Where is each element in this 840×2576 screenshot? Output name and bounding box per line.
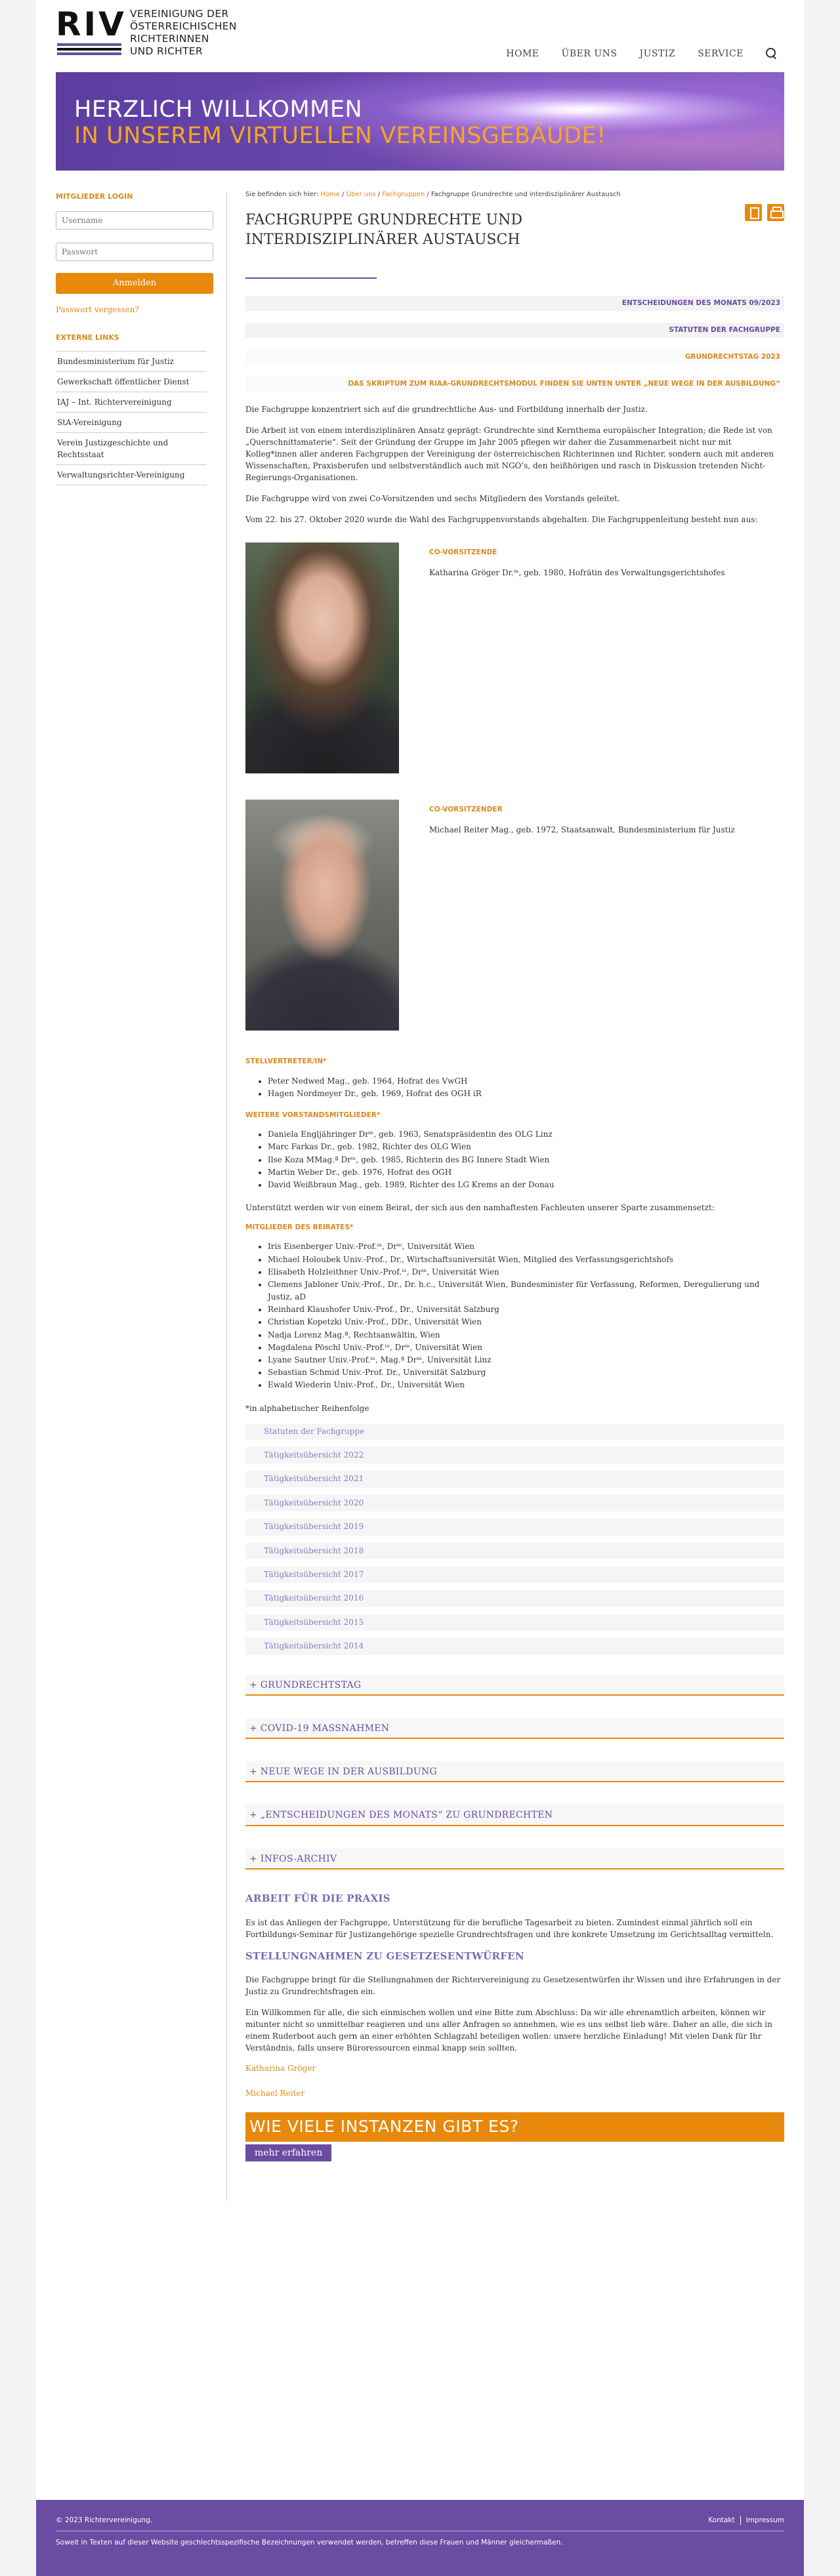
breadcrumb-groups[interactable]: Fachgruppen (382, 191, 425, 198)
logo-line: ÖSTERREICHISCHEN (130, 20, 237, 32)
footer-separator (740, 2516, 741, 2525)
login-heading: MITGLIEDER LOGIN (56, 192, 133, 201)
document-link[interactable]: Tätigkeitsübersicht 2014 (245, 1638, 784, 1654)
list-item: • Nadja Lorenz Mag.ª, Rechtsanwältin, Wien (268, 1329, 784, 1341)
document-link[interactable]: Tätigkeitsübersicht 2022 (245, 1447, 784, 1463)
header (36, 0, 804, 72)
page (36, 0, 804, 2576)
welcome-banner (56, 72, 784, 171)
external-link-admin-judges[interactable]: Verwaltungsrichter-Vereinigung (56, 465, 207, 485)
copyright: © 2023 Richtervereinigung. (56, 2516, 153, 2524)
page-tools (745, 204, 784, 221)
intro-paragraph: Die Fachgruppe wird von zwei Co-Vorsitzenden und sechs Mitgliedern des Vorstands geleitet. (245, 494, 620, 504)
list-item: • Magdalena Pöschl Univ.-Prof.ⁱⁿ, Drⁱⁿ, Universität Wien (268, 1341, 784, 1354)
list-item: • Peter Nedwed Mag., geb. 1964, Hofrat des VwGH (268, 1075, 784, 1088)
person-info (429, 800, 735, 1031)
main-nav (506, 47, 778, 60)
statements-text: Die Fachgruppe bringt für die Stellungnahmen der Richtervereinigung zu Gesetzesentwürfen ihr Wissen und ihre Erfahrungen in der Justiz zu Grundrechtsfragen ein. (245, 1975, 781, 1997)
statements-heading: STELLUNGNAHMEN ZU GESETZESENTWÜRFEN (245, 1950, 524, 1962)
deputies-list (245, 1075, 784, 1100)
accordion-covid[interactable]: + COVID-19 MASSNAHMEN (245, 1718, 784, 1739)
accordion-decisions[interactable]: + „ENTSCHEIDUNGEN DES MONATS“ ZU GRUNDRECHTEN (245, 1805, 784, 1826)
accordion-rights-day[interactable]: + GRUNDRECHTSTAG (245, 1675, 784, 1696)
footer-links (708, 2516, 784, 2525)
list-item: • Reinhard Klaushofer Univ.-Prof., Dr., Universität Salzburg (268, 1303, 784, 1316)
logo-mark-text: RIV (56, 5, 127, 43)
person-role: CO-VORSITZENDER (429, 806, 503, 814)
deputies-heading: STELLVERTRETER/IN* (245, 1057, 327, 1066)
page-title: FACHGRUPPE GRUNDRECHTE UND INTERDISZIPLINÄRER AUSTAUSCH (245, 211, 522, 248)
intro-paragraph: Vom 22. bis 27. Oktober 2020 wurde die Wahl des Fachgruppenvorstands abgehalten. Die Fachgruppenleitung besteht nun aus: (245, 515, 758, 525)
title-row (245, 211, 784, 250)
breadcrumb-current: Fachgruppe Grundrechte und interdisziplinärer Austausch (430, 191, 621, 198)
breadcrumb: Sie befinden sich hier: Home / Über uns / Fachgruppen / Fachgruppe Grundrechte und interdisziplinärer Austausch (245, 191, 621, 198)
forgot-password-link[interactable]: Passwort vergessen? (56, 304, 139, 314)
list-item: • Marc Farkas Dr., geb. 1982, Richter des OLG Wien (268, 1141, 784, 1153)
footer (36, 2500, 804, 2576)
list-item: • Lyane Sautner Univ.-Prof.ⁱⁿ, Mag.ª Drⁱⁿ, Universität Linz (268, 1354, 784, 1366)
breadcrumb-prefix: Sie befinden sich hier: (245, 191, 319, 198)
document-list (245, 1423, 784, 1655)
practice-text: Es ist das Anliegen der Fachgruppe, Unterstützung für die berufliche Tagesarbeit zu bieten. Zumindest einmal jährlich soll ein Fortbildungs-Seminar für Justizangehörige spezielle Grundrechtsfragen und ihre konkrete Umsetzung im Gerichtsalltag vermitteln. (245, 1917, 774, 1939)
list-item: • Martin Weber Dr., geb. 1976, Hofrat des OGH (268, 1166, 784, 1179)
intro-paragraph: Die Fachgruppe konzentriert sich auf die grundrechtliche Aus- und Fortbildung innerhalb der Justiz. (245, 405, 648, 415)
list-item: • Ewald Wiederin Univ.-Prof., Dr., Universität Wien (268, 1379, 784, 1391)
sidebar (56, 192, 213, 2201)
advisory-intro: Unterstützt werden wir von einem Beirat, der sich aus den namhaftesten Fachleuten unserer Sparte zusammensetzt: (245, 1203, 715, 1213)
pdf-icon[interactable] (745, 204, 762, 221)
advisory-list (245, 1240, 784, 1391)
document-link[interactable]: Statuten der Fachgruppe (245, 1423, 784, 1440)
logo-line: RICHTERINNEN (130, 33, 209, 45)
list-item: • Michael Holoubek Univ.-Prof., Dr., Wirtschaftsuniversität Wien, Mitglied des Verfassungsgerichtshofs (268, 1254, 784, 1266)
quicklink-script[interactable]: DAS SKRIPTUM ZUM RIAA-GRUNDRECHTSMODUL FINDEN SIE UNTEN UNTER „NEUE WEGE IN DER AUSBILDUNG“ (245, 377, 784, 392)
external-links-heading: EXTERNE LINKS (56, 333, 119, 342)
person-info (429, 542, 725, 773)
nav-justice[interactable]: JUSTIZ (639, 49, 676, 59)
list-item: • Elisabeth Holzleithner Univ.-Prof.ⁱⁿ, Drⁱⁿ, Universität Wien (268, 1266, 784, 1278)
breadcrumb-home[interactable]: Home (320, 191, 340, 198)
signature: Katharina Gröger (245, 2064, 316, 2074)
quicklink-statutes[interactable]: STATUTEN DER FACHGRUPPE (245, 323, 784, 338)
nav-home[interactable]: HOME (506, 49, 539, 59)
portrait-photo (245, 800, 399, 1031)
accordion-archive[interactable]: + INFOS-ARCHIV (245, 1849, 784, 1870)
print-icon[interactable] (767, 204, 784, 221)
banner-subtitle: IN UNSEREM VIRTUELLEN VEREINSGEBÄUDE! (74, 123, 606, 149)
document-link[interactable]: Tätigkeitsübersicht 2016 (245, 1590, 784, 1606)
external-link-iaj[interactable]: IAJ – Int. Richtervereinigung (56, 392, 207, 413)
document-link[interactable]: Tätigkeitsübersicht 2018 (245, 1543, 784, 1559)
board-heading: WEITERE VORSTANDSMITGLIEDER* (245, 1111, 381, 1119)
signature: Michael Reiter (245, 2088, 305, 2098)
quicklink-decisions[interactable]: ENTSCHEIDUNGEN DES MONATS 09/2023 (245, 296, 784, 311)
login-button[interactable]: Anmelden (56, 273, 213, 294)
practice-heading: ARBEIT FÜR DIE PRAXIS (245, 1892, 390, 1904)
external-links-list (56, 351, 207, 485)
external-link-sta[interactable]: StA-Vereinigung (56, 413, 207, 433)
document-link[interactable]: Tätigkeitsübersicht 2017 (245, 1566, 784, 1583)
nav-about[interactable]: ÜBER UNS (561, 49, 618, 59)
password-input[interactable] (56, 243, 213, 261)
person-desc: Michael Reiter Mag., geb. 1972, Staatsanwalt, Bundesministerium für Justiz (429, 825, 735, 834)
statements-text: Ein Willkommen für alle, die sich einmischen wollen und eine Bitte zum Abschluss: Da wir alle ehrenamtlich arbeiten, können wir mitunter nicht so unmittelbar reagieren und uns aller Anfragen so annehmen, wie es uns selbst lieb wäre. Daher an alle, die sich in einem Ruderboot auch gern an einer erhöhten Schlagzahl beteiligen wollen: unsere herzliche Einladung! Mit vielen Dank für Ihr Verständnis, falls unsere Büroressourcen einmal knapp sein sollten. (245, 2008, 772, 2053)
list-item: • Christian Kopetzki Univ.-Prof., DDr., Universität Wien (268, 1316, 784, 1328)
person-card (245, 800, 784, 1031)
footer-contact-link[interactable]: Kontakt (708, 2516, 735, 2524)
quicklink-rights-day[interactable]: GRUNDRECHTSTAG 2023 (245, 350, 784, 365)
board-list (245, 1128, 784, 1191)
nav-service[interactable]: SERVICE (698, 49, 744, 59)
list-item: • Sebastian Schmid Univ.-Prof. Dr., Universität Salzburg (268, 1366, 784, 1379)
title-underline (245, 277, 377, 279)
document-link[interactable]: Tätigkeitsübersicht 2021 (245, 1471, 784, 1487)
document-link[interactable]: Tätigkeitsübersicht 2015 (245, 1614, 784, 1631)
accordion-training[interactable]: + NEUE WEGE IN DER AUSBILDUNG (245, 1761, 784, 1782)
portrait-photo (245, 542, 399, 773)
list-item: • Ilse Koza MMag.ª Drⁱⁿ, geb. 1985, Richterin des BG Innere Stadt Wien (268, 1154, 784, 1166)
learn-more-button[interactable]: mehr erfahren (245, 2144, 331, 2161)
footer-note: Soweit in Texten auf dieser Website geschlechtsspezifische Bezeichnungen verwendet werden, betreffen diese Frauen und Männer gleichermaßen. (56, 2539, 563, 2547)
advisory-heading: MITGLIEDER DES BEIRATES* (245, 1223, 354, 1232)
list-item: • David Weißbraun Mag., geb. 1989, Richter des LG Krems an der Donau (268, 1179, 784, 1191)
person-desc: Katharina Gröger Dr.ⁱⁿ, geb. 1980, Hofrätin des Verwaltungsgerichtshofes (429, 567, 725, 577)
logo-bars (57, 43, 121, 57)
footer-imprint-link[interactable]: Impressum (746, 2516, 784, 2524)
logo-mark (56, 5, 127, 51)
external-link-union[interactable]: Gewerkschaft öffentlicher Dienst (56, 372, 207, 392)
breadcrumb-about[interactable]: Über uns (346, 191, 376, 198)
external-link-history[interactable]: Verein Justizgeschichte und Rechtsstaat (56, 433, 207, 465)
footer-top (56, 2516, 784, 2531)
person-card (245, 542, 784, 773)
person-role: CO-VORSITZENDE (429, 548, 497, 557)
banner-title: HERZLICH WILLKOMMEN (74, 96, 363, 123)
question-banner: WIE VIELE INSTANZEN GIBT ES? (245, 2112, 784, 2141)
main-content (226, 192, 784, 2201)
list-item: • Clemens Jabloner Univ.-Prof., Dr., Dr. h.c., Universität Wien, Bundesminister für Verfassung, Reformen, Deregulierung und Justiz, aD (268, 1278, 784, 1303)
search-icon[interactable] (766, 48, 778, 60)
logo[interactable] (56, 5, 279, 58)
list-item: • Iris Eisenberger Univ.-Prof.ⁱⁿ, Drⁱⁿ, Universität Wien (268, 1240, 784, 1253)
list-item: • Daniela Engljähringer Drⁱⁿ, geb. 1963, Senatspräsidentin des OLG Linz (268, 1128, 784, 1141)
logo-line: UND RICHTER (130, 45, 203, 57)
logo-text (125, 8, 237, 58)
document-link[interactable]: Tätigkeitsübersicht 2020 (245, 1495, 784, 1511)
list-item: • Hagen Nordmeyer Dr., geb. 1969, Hofrat des OGH iR (268, 1088, 784, 1100)
intro-paragraph: Die Arbeit ist von einem interdisziplinären Ansatz geprägt: Grundrechte sind Kernthema europäischer Integration; die Rede ist von „Querschnittsmaterie“. Seit der Gründung der Gruppe im Jahr 2005 pflegen wir daher die Zusammenarbeit nicht nur mit Kolleg*innen aller anderen Fachgruppen der Vereinigung der österreichischen Richterinnen und Richter, sondern auch mit anderen Wissenschaften, Praxisberufen und selbstverständlich auch mit NGO’s, den heißhörigen und rasch in Diskussion tretenden Nicht-Regierungs-Organisationen. (245, 426, 774, 483)
external-link-ministry[interactable]: Bundesministerium für Justiz (56, 352, 207, 372)
logo-line: VEREINIGUNG DER (130, 8, 229, 20)
footnote: *in alphabetischer Reihenfolge (245, 1403, 369, 1413)
content-columns (36, 192, 804, 2201)
username-input[interactable] (56, 211, 213, 230)
document-link[interactable]: Tätigkeitsübersicht 2019 (245, 1519, 784, 1535)
